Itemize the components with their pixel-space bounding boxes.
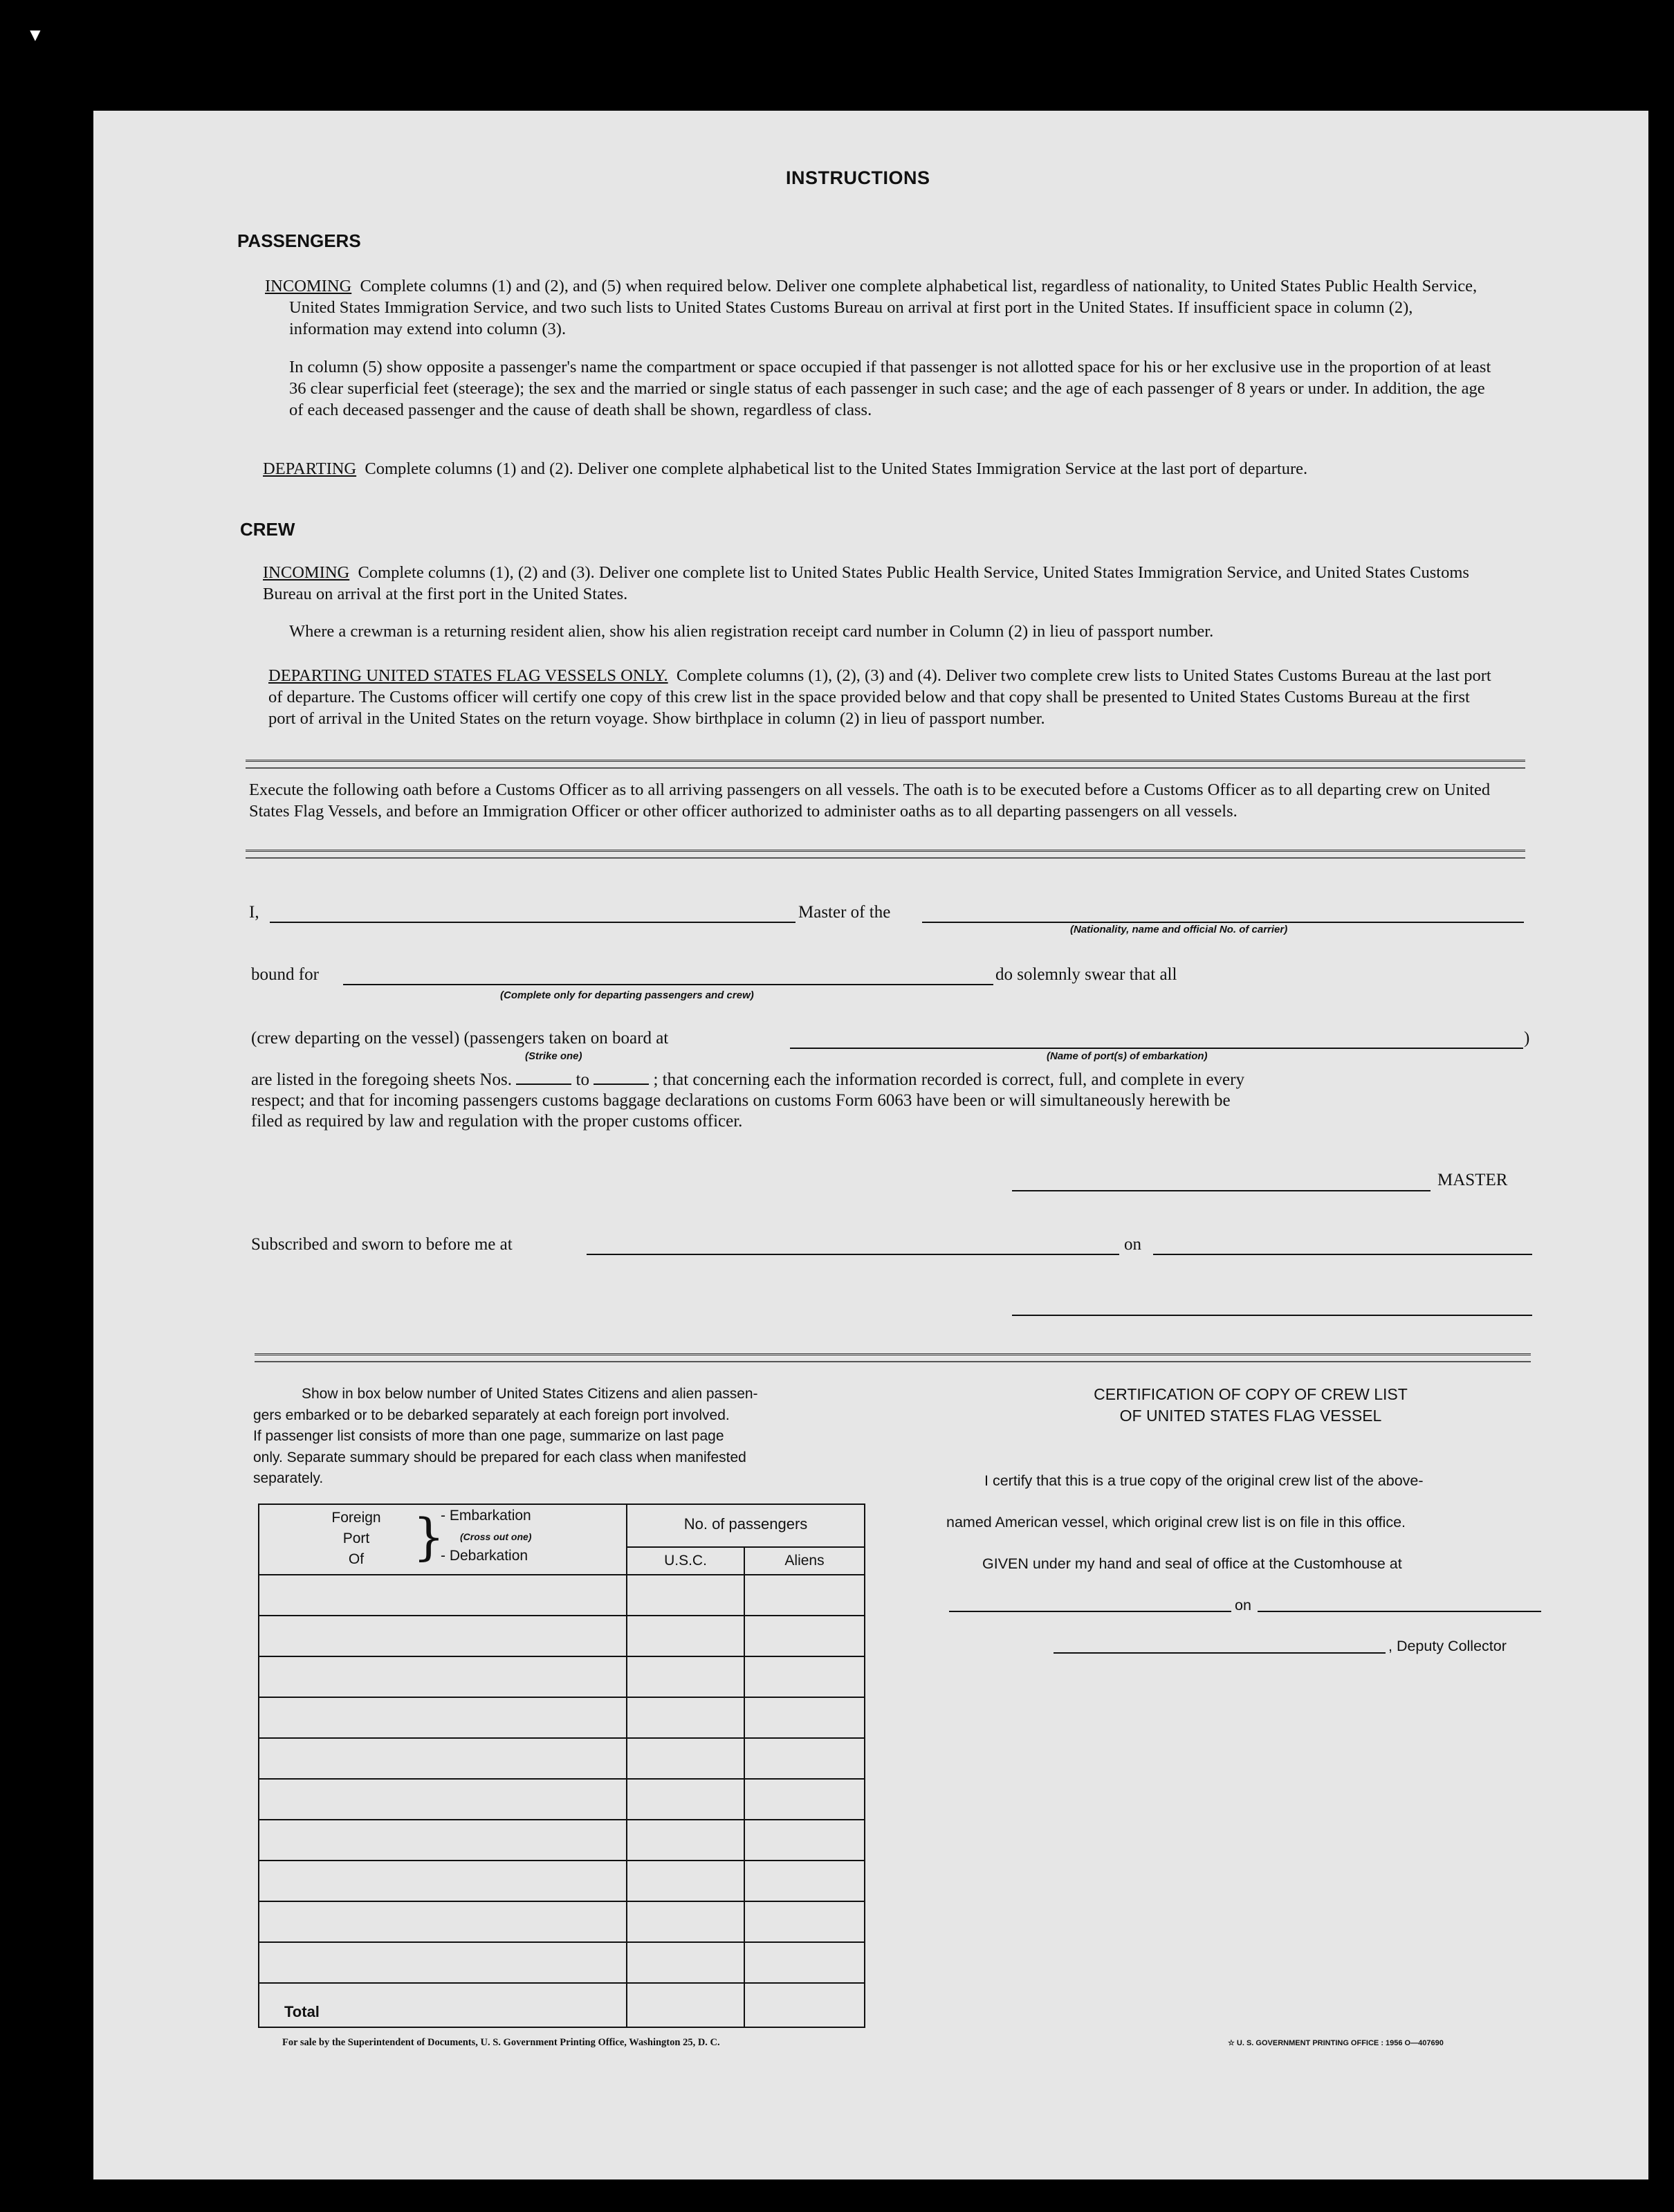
foreign-port-of <box>329 1508 384 1570</box>
usc-cell[interactable] <box>627 1616 744 1656</box>
embarkation-label: - Embarkation <box>441 1508 531 1524</box>
passengers-column5-paragraph: In column (5) show opposite a passenger's name the compartment or space occupied if that passenger is not allotted space for his or her exclusive use in the proportion of at least 36 clear superficial feet (steerage); the sex and the married or single status of each passenger in such case; and the age of each passenger of 8 years or under. In addition, the age of each deceased passenger and the cause of death shall be shown, regardless of class. <box>289 358 1491 419</box>
master-signature-field[interactable] <box>1012 1190 1431 1191</box>
divider <box>255 1353 1531 1362</box>
usc-cell[interactable] <box>627 1575 744 1616</box>
crew-incoming-paragraph <box>263 562 1496 605</box>
bound-for-label: bound for <box>251 965 319 984</box>
certify-on-label: on <box>1235 1597 1251 1614</box>
table-body <box>259 1575 865 2027</box>
table-row <box>259 1738 865 1779</box>
listed-to: to <box>576 1070 589 1089</box>
port-cell[interactable] <box>259 1779 627 1820</box>
usc-cell[interactable] <box>627 1901 744 1942</box>
usc-cell[interactable] <box>627 1738 744 1779</box>
close-paren: ) <box>1524 1029 1530 1048</box>
usc-cell[interactable] <box>627 1656 744 1697</box>
passenger-summary-table <box>258 1503 865 2028</box>
table-row <box>259 1861 865 1901</box>
listed-text-b: ; that concerning each the information recorded is correct, full, and complete in every <box>653 1070 1244 1089</box>
certify-line-1: I certify that this is a true copy of the original crew list of the above- <box>984 1472 1424 1489</box>
crew-departing-label: (crew departing on the vessel) (passengers taken on board at <box>251 1029 669 1048</box>
table-row <box>259 1820 865 1861</box>
swear-label: do solemnly swear that all <box>995 965 1177 984</box>
total-label: Total <box>284 2003 320 2020</box>
port-cell[interactable] <box>259 1575 627 1616</box>
passengers-incoming-paragraph <box>265 275 1496 340</box>
usc-total-cell[interactable] <box>627 1983 744 2027</box>
bound-for-field[interactable] <box>343 984 993 985</box>
sworn-date-field[interactable] <box>1153 1254 1532 1255</box>
port-cell[interactable] <box>259 1616 627 1656</box>
summary-line: only. Separate summary should be prepared for each class when manifested <box>253 1449 746 1465</box>
sheet-to-field[interactable] <box>594 1084 649 1085</box>
certification-title-line-1: CERTIFICATION OF COPY OF CREW LIST <box>1094 1385 1408 1403</box>
foreign-label: Foreign <box>331 1510 381 1526</box>
port-cell[interactable] <box>259 1942 627 1983</box>
passengers-incoming-text: Complete columns (1) and (2), and (5) when required below. Deliver one complete alphabetical list, regardless of nationality, to United States Public Health Service, United States Immigration Service, and two such lists to United States Customs Bureau on arrival at first port in the United States. If insufficient space in column (2), information may extend into column (3). <box>289 277 1478 338</box>
passengers-subheader <box>627 1548 864 1574</box>
crew-incoming-key: INCOMING <box>263 563 350 582</box>
divider <box>246 850 1525 859</box>
certify-date-field[interactable] <box>1258 1611 1541 1612</box>
nationality-caption: (Nationality, name and official No. of carrier) <box>1070 924 1288 935</box>
crew-departing-paragraph <box>268 665 1496 729</box>
aliens-cell[interactable] <box>744 1942 865 1983</box>
usc-cell[interactable] <box>627 1942 744 1983</box>
summary-line: If passenger list consists of more than one page, summarize on last page <box>253 1428 724 1444</box>
crew-incoming-text: Complete columns (1), (2) and (3). Deliver one complete list to United States Public Health Service, United States Immigration Service, and United States Customs Bureau on arrival at the first port in the United States. <box>263 563 1469 603</box>
oath-instruction: Execute the following oath before a Customs Officer as to all arriving passengers on all vessels. The oath is to be executed before a Customs Officer as to all departing crew on United States Flag Vessels, and before an Immigration Officer or other officer authorized to administer oaths as to all departing passengers on all vessels. <box>249 780 1491 821</box>
summary-instructions <box>253 1384 869 1490</box>
port-cell[interactable] <box>259 1901 627 1942</box>
usc-cell[interactable] <box>627 1820 744 1861</box>
total-row <box>259 1983 865 2027</box>
bound-for-caption: (Complete only for departing passengers and crew) <box>500 989 754 1001</box>
crew-departing-text: Complete columns (1), (2), (3) and (4). Deliver two complete crew lists to United States Customs Bureau at the last port of departure. The Customs officer will certify one copy of this crew list in the space provided below and that copy shall be presented to United States Customs Bureau at the first port of arrival in the United States on the return voyage. Show birthplace in column (2) in lieu of passport number. <box>268 666 1491 728</box>
summary-line: Show in box below number of United States Citizens and alien passen- <box>302 1386 758 1402</box>
total-label-cell <box>259 1983 627 2027</box>
port-cell[interactable] <box>259 1697 627 1738</box>
sheet-from-field[interactable] <box>516 1084 571 1085</box>
aliens-cell[interactable] <box>744 1779 865 1820</box>
certification-title-line-2: OF UNITED STATES FLAG VESSEL <box>1119 1407 1382 1425</box>
deputy-signature-field[interactable] <box>1054 1652 1386 1654</box>
passengers-departing-text: Complete columns (1) and (2). Deliver one complete alphabetical list to the United States Immigration Service at the last port of departure. <box>365 459 1308 478</box>
certify-line-2: named American vessel, which original crew list is on file in this office. <box>946 1514 1406 1530</box>
master-label: MASTER <box>1437 1171 1508 1189</box>
deputy-collector-label: , Deputy Collector <box>1388 1638 1507 1654</box>
aliens-cell[interactable] <box>744 1697 865 1738</box>
aliens-cell[interactable] <box>744 1820 865 1861</box>
aliens-label: Aliens <box>784 1553 825 1569</box>
listed-line-2: respect; and that for incoming passengers customs baggage declarations on customs Form 6063 have been or will simultaneously herewith be <box>251 1091 1231 1110</box>
aliens-cell[interactable] <box>744 1575 865 1616</box>
divider <box>246 760 1525 769</box>
listed-line-1 <box>251 1070 1244 1090</box>
table-header-row <box>259 1504 865 1575</box>
port-label: Port <box>342 1530 370 1546</box>
certification-title <box>1047 1384 1455 1427</box>
certify-line-3: GIVEN under my hand and seal of office at the Customhouse at <box>982 1555 1402 1572</box>
brace-icon: } <box>413 1508 445 1566</box>
subscribed-label: Subscribed and sworn to before me at <box>251 1235 513 1254</box>
crew-heading: CREW <box>240 519 295 540</box>
usc-cell[interactable] <box>627 1861 744 1901</box>
scan-artifact-icon: ▼ <box>26 25 44 45</box>
page-title: INSTRUCTIONS <box>786 167 930 188</box>
passengers-heading: PASSENGERS <box>237 230 361 251</box>
aliens-cell[interactable] <box>744 1738 865 1779</box>
aliens-cell[interactable] <box>744 1656 865 1697</box>
table-row <box>259 1779 865 1820</box>
port-header-cell <box>259 1504 627 1575</box>
summary-line: separately. <box>253 1470 324 1486</box>
passengers-departing-paragraph <box>263 458 1496 479</box>
debarkation-label: - Debarkation <box>441 1548 528 1564</box>
listed-line-3: filed as required by law and regulation with the proper customs officer. <box>251 1112 743 1131</box>
table-row <box>259 1616 865 1656</box>
crew-resident-paragraph: Where a crewman is a returning resident alien, show his alien registration receipt card number in Column (2) in lieu of passport number. <box>289 622 1214 641</box>
listed-text-a: are listed in the foregoing sheets Nos. <box>251 1070 512 1089</box>
master-name-field[interactable] <box>270 922 795 923</box>
usc-label: U.S.C. <box>627 1548 745 1574</box>
cross-out-label: (Cross out one) <box>460 1531 532 1542</box>
table-row <box>259 1575 865 1616</box>
summary-line: gers embarked or to be debarked separately at each foreign port involved. <box>253 1407 730 1423</box>
of-label: Of <box>348 1551 365 1567</box>
embarkation-ports-field[interactable] <box>790 1048 1523 1049</box>
form-page <box>93 111 1648 2179</box>
strike-one-caption: (Strike one) <box>525 1050 582 1062</box>
aliens-cell[interactable] <box>744 1616 865 1656</box>
footer-sale-notice: For sale by the Superintendent of Documents, U. S. Government Printing Office, Washington 25, D. C. <box>282 2037 720 2048</box>
table-row <box>259 1697 865 1738</box>
usc-cell[interactable] <box>627 1697 744 1738</box>
no-of-passengers-label: No. of passengers <box>627 1505 864 1548</box>
sworn-place-field[interactable] <box>587 1254 1119 1255</box>
table-row <box>259 1901 865 1942</box>
table-row <box>259 1942 865 1983</box>
passengers-departing-key: DEPARTING <box>263 459 357 478</box>
usc-cell[interactable] <box>627 1779 744 1820</box>
officer-signature-field[interactable] <box>1012 1315 1532 1316</box>
aliens-cell[interactable] <box>744 1901 865 1942</box>
ports-caption: (Name of port(s) of embarkation) <box>1047 1050 1208 1062</box>
port-cell[interactable] <box>259 1861 627 1901</box>
crew-departing-key: DEPARTING UNITED STATES FLAG VESSELS ONLY. <box>268 666 668 685</box>
aliens-cell[interactable] <box>744 1861 865 1901</box>
port-cell[interactable] <box>259 1656 627 1697</box>
carrier-field[interactable] <box>922 922 1524 923</box>
footer-printing-office: ☆ U. S. GOVERNMENT PRINTING OFFICE : 1956 O—407690 <box>1228 2039 1444 2047</box>
sworn-on-label: on <box>1124 1235 1141 1254</box>
table-row <box>259 1656 865 1697</box>
customhouse-field[interactable] <box>949 1611 1231 1612</box>
passengers-header-cell <box>627 1504 865 1575</box>
oath-i-label: I, <box>249 903 259 922</box>
port-cell[interactable] <box>259 1738 627 1779</box>
master-of-the-label: Master of the <box>798 903 891 922</box>
port-cell[interactable] <box>259 1820 627 1861</box>
passengers-incoming-key: INCOMING <box>265 277 352 295</box>
aliens-total-cell[interactable] <box>744 1983 865 2027</box>
